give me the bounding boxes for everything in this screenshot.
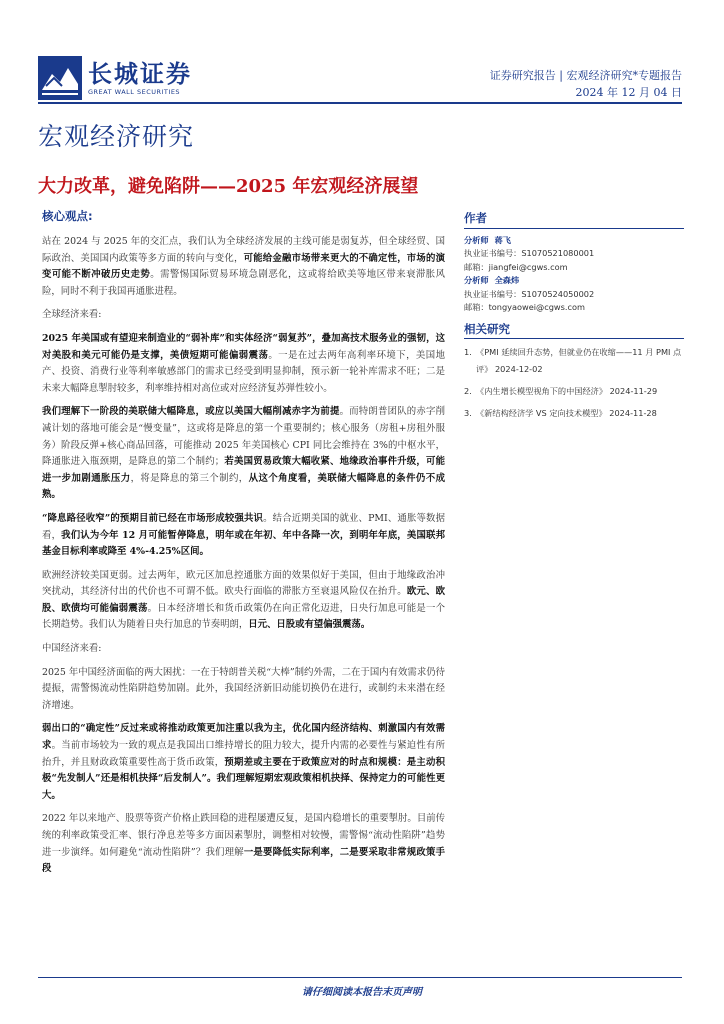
author-role: 分析师	[464, 234, 489, 245]
related-research-heading: 相关研究	[464, 323, 684, 340]
author-cert: 执业证书编号：S1070524050002	[464, 288, 595, 299]
text-span: 2022 年以来地产、股票等资产价格止跌回稳的进程屡遭反复，是国内稳增长的重要掣肘。目前传统的利率政策受汇率、银行净息差等多方面因素掣肘，调整相对较慢，需警惕“流动性陷阱”趋势进一步演绎。如何避免“流动性陷阱”？我们理解	[42, 813, 445, 858]
sidebar	[464, 212, 684, 427]
bold-span: 预期差或主要在于政策应对的时点和规模：是主动积极“先发制人”还是相机抉择“后发制人”。我们理解短期宏观政策相机抉择、保持定力的可能性更大。	[42, 756, 445, 801]
paragraph-intro	[42, 234, 445, 300]
subheading-china: 中国经济来看:	[42, 643, 102, 655]
author-name: 全森炜	[494, 275, 520, 285]
main-body	[42, 234, 445, 885]
footer-disclaimer: 请仔细阅读本报告末页声明	[302, 987, 422, 998]
author-1	[464, 234, 684, 248]
bold-span: 一是要降低实际利率，二是要采取非常规政策手段	[42, 846, 445, 875]
header-divider	[38, 102, 682, 104]
report-type: 证券研究报告 | 宏观经济研究*专题报告	[489, 69, 682, 82]
text-span: 。日本经济增长和货币政策仍在向正常化迈进，日央行加息可能是一个长期趋势。我们认为随着日央行加息的节奏明朗，	[42, 602, 445, 631]
great-wall-logo-icon	[38, 56, 82, 100]
bold-span: 2025 年美国或有望迎来制造业的“弱补库”和实体经济“弱复苏”，叠加高技术服务业的强韧，这对美股和美元可能仍是支撑，美债短期可能偏弱震荡	[42, 332, 445, 361]
bold-span: 日元、日股或有望偏强震荡。	[248, 619, 371, 631]
text-span: 站在 2024 与 2025 年的交汇点，我们认为全球经济发展的主线可能是弱复苏，但全球经贸、国际政治、美国国内政策等多方面的转向与变化，	[42, 236, 445, 264]
paragraph-europe-japan	[42, 568, 445, 634]
author-name: 蒋飞	[494, 234, 511, 245]
text-span: 。需警惕国际贸易环境急剧恶化，这或将给欧美等地区带来衰滞胀风险，同时不利于我国再通胀进程。	[42, 269, 445, 297]
paragraph-china-challenges: 2025 年中国经济面临的两大困扰：一在于特朗普关税“大棒”制约外需，二在于国内有效需求仍待提振，需警惕流动性陷阱趋势加剧。此外，我国经济新旧动能切换仍在进行，或制约未来潜在经济增速。	[42, 666, 445, 711]
bold-span: “降息路径收窄”的预期目前已经在市场形成较强共识	[42, 512, 264, 524]
paragraph-export-policy	[42, 721, 445, 804]
author-email[interactable]: 邮箱：jiangfei@cgws.com	[464, 261, 568, 272]
text-span: 。一是在过去两年高利率环境下，美国地产、投资、消费行业等利率敏感部门的需求已经受到明显抑制，预示新一轮补库需求不旺；二是未来大幅降息掣肘较多，利率维持相对高位或对应经济复苏弹性较小。	[42, 349, 445, 394]
brand-name-en: GREAT WALL SECURITIES	[88, 88, 181, 96]
subheading-global: 全球经济来看:	[42, 309, 102, 321]
bold-span: 弱出口的“确定性”反过来或将推动政策更加注重以我为主，优化国内经济结构、刺激国内有效需求	[42, 723, 445, 752]
text-span: 。结合近期美国的就业、PMI、通胀等数据看，	[42, 512, 445, 541]
related-item-number: 3.	[464, 408, 472, 418]
report-headline: 大力改革，避免陷阱——2025 年宏观经济展望	[38, 176, 419, 197]
related-item-number: 2.	[464, 386, 472, 396]
related-item[interactable]	[464, 383, 684, 400]
text-span: 欧洲经济较美国更弱。过去两年，欧元区加息控通胀方面的效果似好于美国，但由于地缘政治冲突扰动，其经济付出的代价也不可谓不低。欧央行面临的滞胀方至衰退风险仅在抬升。	[42, 569, 445, 598]
brand-name-cn: 长城证券	[88, 59, 192, 88]
related-item[interactable]	[464, 405, 684, 422]
related-item-number: 1.	[464, 347, 472, 357]
paragraph-rate-path	[42, 511, 445, 561]
report-date: 2024 年 12 月 04 日	[575, 86, 682, 99]
footer-divider	[38, 977, 682, 978]
company-logo	[38, 56, 192, 100]
bold-span: 欧元、欧股、欧债均可能偏弱震荡	[42, 586, 445, 614]
related-item-text[interactable]: 《内生增长模型视角下的中国经济》 2024-11-29	[476, 386, 658, 396]
bold-span: 若美国贸易政策大幅收紧、地缘政治事件升级，可能进一步加剧通胀压力	[42, 456, 445, 484]
paragraph-us-recovery	[42, 331, 445, 397]
author-role: 分析师	[464, 275, 489, 285]
related-item-text[interactable]: 《新结构经济学 VS 定向技术模型》 2024-11-28	[476, 408, 657, 418]
bold-span: 我们理解下一阶段的美联储大幅降息，或应以美国大幅削减赤字为前提	[42, 406, 340, 418]
bold-span: 从这个角度看，美联储大幅降息的条件仍不成熟。	[42, 472, 445, 501]
text-span: 。当前市场较为一致的观点是我国出口维持增长的阻力较大，提升内需的必要性与紧迫性有所抬升，并且财政政策重要性高于货币政策，	[42, 740, 445, 768]
authors-heading: 作者	[464, 212, 684, 229]
author-email[interactable]: 邮箱：tongyaowei@cgws.com	[464, 302, 585, 312]
author-cert: 执业证书编号：S1070521080001	[464, 248, 595, 258]
paragraph-liquidity-trap	[42, 811, 445, 877]
text-span: 。而特朗普团队的赤字削减计划的落地可能会是“慢变量”，这或将是降息的第一个重要制约；核心服务（房租+房租外服务）阶段反弹+核心商品回落，可能推动 2025 年美国核心 CPI 同比会维持在 3%的中枢水平，降通胀进入瓶颈期，是降息的第二个制约；	[42, 406, 445, 468]
core-views-label: 核心观点:	[42, 209, 93, 223]
related-item-text[interactable]: 《PMI 延续回升态势，但就业仍在收缩——11 月 PMI 点评》 2024-12-02	[476, 347, 682, 374]
bold-span: 可能给金融市场带来更大的不确定性，市场的演变可能不断冲破历史走势	[42, 252, 445, 281]
section-title: 宏观经济研究	[38, 122, 195, 151]
text-span: ，将是降息的第三个制约，	[130, 472, 249, 484]
author-2	[464, 274, 684, 288]
paragraph-fed-cuts	[42, 404, 445, 504]
bold-span: 我们认为今年 12 月可能暂停降息，明年或在年初、年中各降一次，到明年年底，美国联邦基金目标利率或降至 4%-4.25%区间。	[42, 529, 445, 558]
related-item[interactable]	[464, 344, 684, 378]
